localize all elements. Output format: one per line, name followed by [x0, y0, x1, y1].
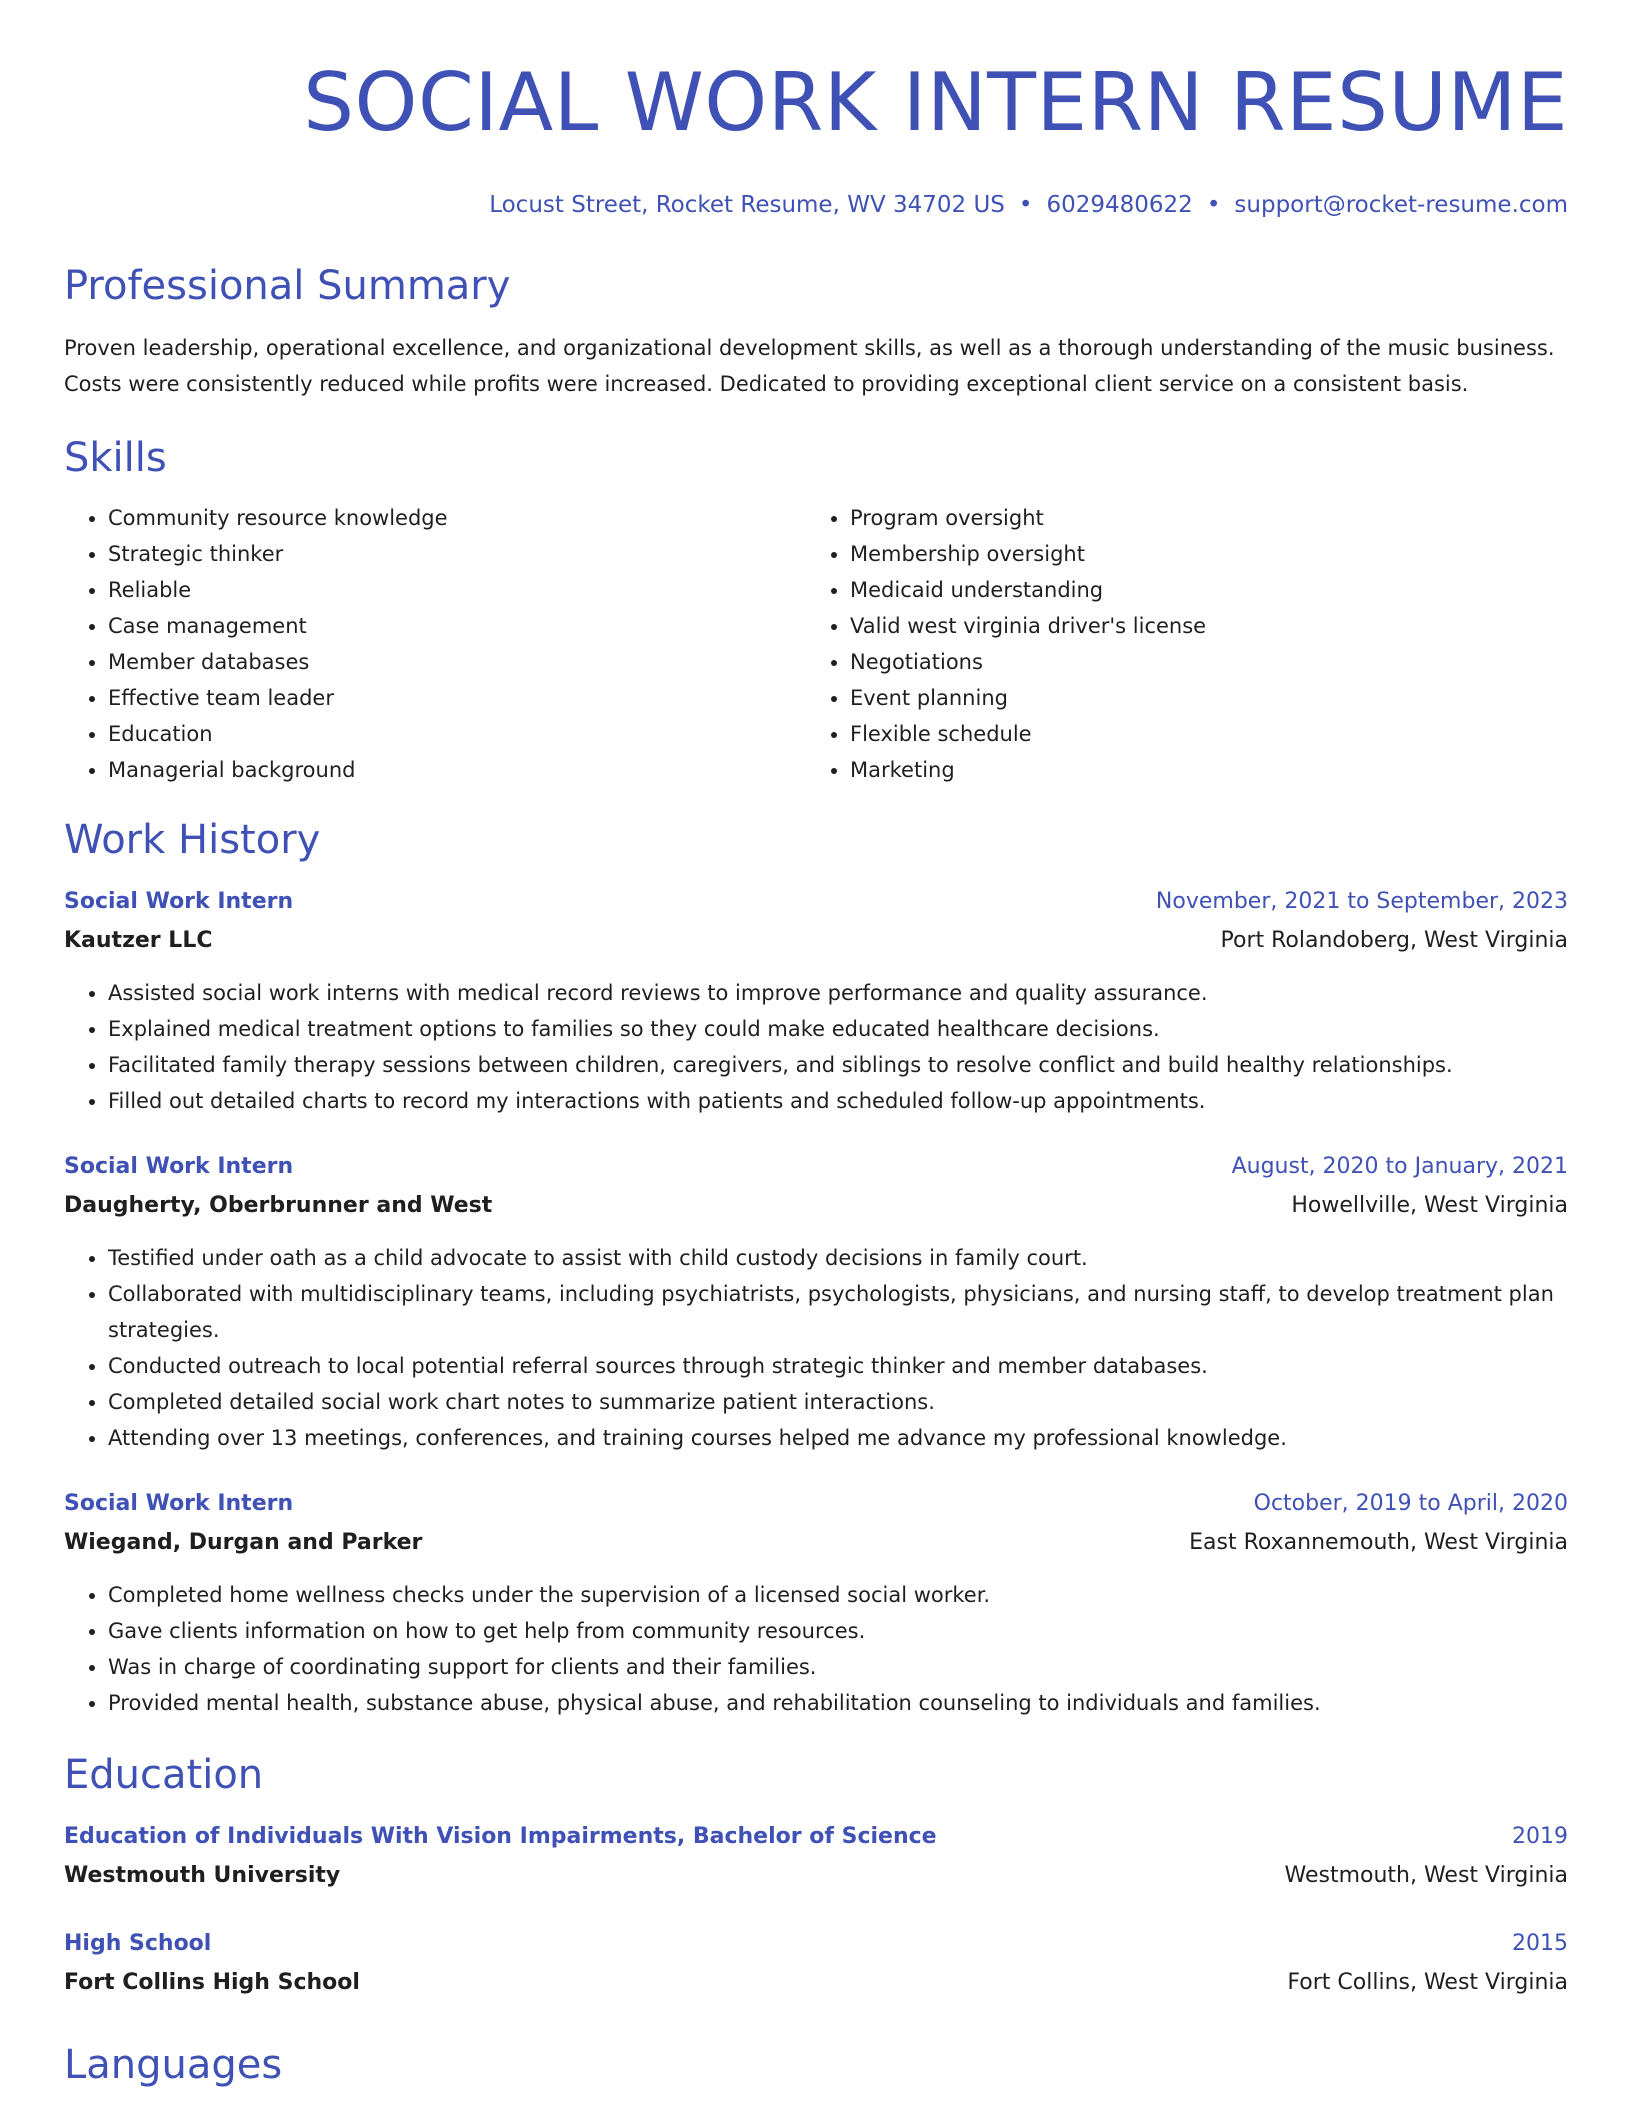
job-bullet: • Was in charge of coordinating support for clients and their families. — [108, 1649, 1568, 1685]
work-history-section — [64, 814, 1568, 1721]
skills-columns — [64, 500, 1568, 788]
job-location: Port Rolandoberg, West Virginia — [1220, 928, 1568, 953]
education-school: Fort Collins High School — [64, 1970, 360, 1995]
education-section — [64, 1749, 1568, 2001]
skills-list-left — [64, 500, 806, 788]
contact-line — [64, 188, 1568, 222]
contact-separator: • — [1018, 192, 1033, 218]
languages-heading: Languages — [64, 2042, 283, 2088]
education-year: 2019 — [1512, 1824, 1568, 1849]
job-dates: August, 2020 to January, 2021 — [1231, 1154, 1568, 1179]
contact-separator: • — [1206, 192, 1221, 218]
education-school: Westmouth University — [64, 1863, 341, 1888]
skill-item: • Program oversight — [850, 500, 1548, 536]
skill-item: • Case management — [108, 608, 806, 644]
job-entry — [64, 884, 1568, 1119]
skill-item: • Flexible schedule — [850, 716, 1548, 752]
job-bullet: • Completed home wellness checks under the supervision of a licensed social worker. — [108, 1577, 1568, 1613]
education-degree-row — [64, 1819, 1568, 1855]
skill-item: • Education — [108, 716, 806, 752]
job-dates: November, 2021 to September, 2023 — [1155, 889, 1568, 914]
job-title-row — [64, 884, 1568, 920]
summary-heading: Professional Summary — [64, 263, 511, 309]
skill-item: • Event planning — [850, 680, 1548, 716]
summary-text: Proven leadership, operational excellence, and organizational development skills, as well as a thorough understanding of the music business. Costs were consistently reduced while profits were increased. Dedicated to providing exceptional client service on a consistent basis. — [64, 336, 1555, 396]
job-bullets — [64, 1240, 1568, 1456]
job-bullet: • Completed detailed social work chart notes to summarize patient interactions. — [108, 1384, 1568, 1420]
job-role: Social Work Intern — [64, 889, 294, 914]
job-bullet: • Collaborated with multidisciplinary teams, including psychiatrists, psychologists, physicians, and nursing staff, to develop treatment plan strategies. — [108, 1276, 1568, 1348]
job-bullet: • Testified under oath as a child advocate to assist with child custody decisions in family court. — [108, 1240, 1568, 1276]
job-location: Howellville, West Virginia — [1291, 1193, 1568, 1218]
education-entry — [64, 1819, 1568, 1894]
skill-item: • Managerial background — [108, 752, 806, 788]
job-title-row — [64, 1486, 1568, 1522]
job-title-row — [64, 1149, 1568, 1185]
job-entry — [64, 1486, 1568, 1721]
skill-item: • Medicaid understanding — [850, 572, 1548, 608]
job-role: Social Work Intern — [64, 1154, 294, 1179]
job-bullet: • Gave clients information on how to get help from community resources. — [108, 1613, 1568, 1649]
skill-item: • Effective team leader — [108, 680, 806, 716]
job-company: Daugherty, Oberbrunner and West — [64, 1193, 493, 1218]
languages-section — [64, 2039, 1568, 2091]
summary-section — [64, 260, 1568, 402]
skills-list-right — [806, 500, 1548, 788]
education-school-row — [64, 1858, 1568, 1894]
skill-item: • Marketing — [850, 752, 1548, 788]
job-bullet: • Facilitated family therapy sessions between children, caregivers, and siblings to resolve conflict and build healthy relationships. — [108, 1047, 1568, 1083]
job-location: East Roxannemouth, West Virginia — [1189, 1530, 1568, 1555]
skill-item: • Negotiations — [850, 644, 1548, 680]
contact-phone: 6029480622 — [1046, 192, 1193, 218]
job-bullet: • Conducted outreach to local potential referral sources through strategic thinker and member databases. — [108, 1348, 1568, 1384]
education-heading: Education — [64, 1752, 264, 1798]
job-bullets — [64, 975, 1568, 1119]
work-history-heading: Work History — [64, 817, 321, 863]
job-bullet: • Filled out detailed charts to record my interactions with patients and scheduled follow-up appointments. — [108, 1083, 1568, 1119]
contact-address: Locust Street, Rocket Resume, WV 34702 US — [489, 192, 1005, 218]
skill-item: • Community resource knowledge — [108, 500, 806, 536]
education-year: 2015 — [1512, 1931, 1568, 1956]
skill-item: • Valid west virginia driver's license — [850, 608, 1548, 644]
skill-item: • Reliable — [108, 572, 806, 608]
job-bullet: • Assisted social work interns with medical record reviews to improve performance and quality assurance. — [108, 975, 1568, 1011]
job-company: Kautzer LLC — [64, 928, 213, 953]
skill-item: • Membership oversight — [850, 536, 1548, 572]
education-location: Fort Collins, West Virginia — [1287, 1970, 1568, 1995]
resume-header — [64, 0, 1568, 222]
education-degree: High School — [64, 1931, 212, 1956]
job-entry — [64, 1149, 1568, 1456]
job-company-row — [64, 923, 1568, 959]
skills-section — [64, 432, 1568, 788]
job-bullet: • Attending over 13 meetings, conferences, and training courses helped me advance my professional knowledge. — [108, 1420, 1568, 1456]
job-company: Wiegand, Durgan and Parker — [64, 1530, 423, 1555]
job-bullet: • Explained medical treatment options to families so they could make educated healthcare decisions. — [108, 1011, 1568, 1047]
job-role: Social Work Intern — [64, 1491, 294, 1516]
job-company-row — [64, 1188, 1568, 1224]
job-dates: October, 2019 to April, 2020 — [1253, 1491, 1568, 1516]
contact-email[interactable]: support@rocket-resume.com — [1234, 192, 1568, 218]
education-degree: Education of Individuals With Vision Impairments, Bachelor of Science — [64, 1824, 937, 1849]
job-bullet: • Provided mental health, substance abuse, physical abuse, and rehabilitation counseling to individuals and families. — [108, 1685, 1568, 1721]
resume-title: SOCIAL WORK INTERN RESUME — [303, 56, 1568, 149]
skill-item: • Strategic thinker — [108, 536, 806, 572]
education-entry — [64, 1926, 1568, 2001]
education-degree-row — [64, 1926, 1568, 1962]
education-location: Westmouth, West Virginia — [1284, 1863, 1568, 1888]
job-bullets — [64, 1577, 1568, 1721]
job-company-row — [64, 1525, 1568, 1561]
skills-heading: Skills — [64, 435, 167, 481]
skill-item: • Member databases — [108, 644, 806, 680]
education-school-row — [64, 1965, 1568, 2001]
